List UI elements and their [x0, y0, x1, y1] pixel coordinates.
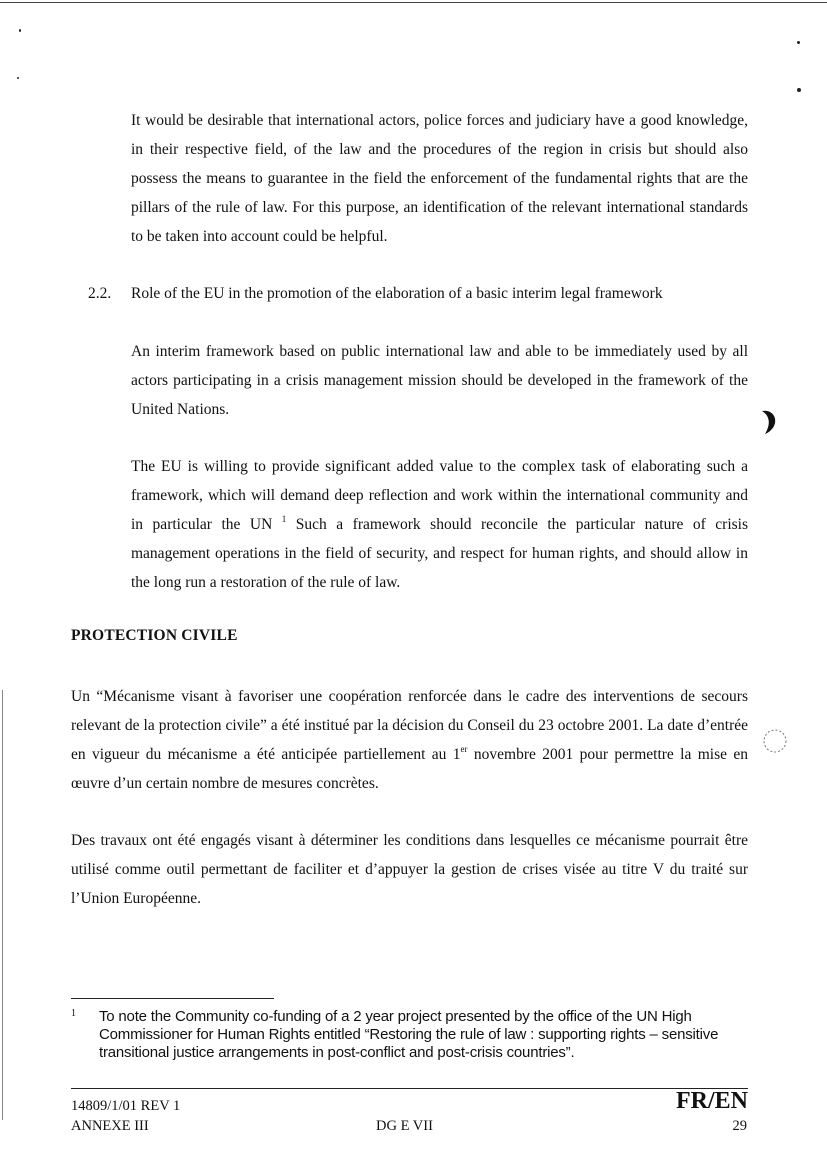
punch-hole-circle [762, 727, 792, 757]
paragraph-interim-framework: An interim framework based on public international law and able to be immediately used by all actors participating in a crisis management mission should be developed in the framework of the United Nations. [131, 343, 748, 418]
language-code: FR/EN [676, 1088, 748, 1114]
scan-speck [19, 29, 21, 32]
section-title: PROTECTION CIVILE [71, 627, 238, 644]
section-heading: Role of the EU in the promotion of the elaboration of a basic interim legal framework [131, 285, 663, 302]
scan-speck [17, 77, 19, 79]
scan-speck [797, 88, 801, 92]
paragraph-text-part: Un “Mécanisme visant à favoriser une coopération renforcée dans le cadre des interventions de secours relevant de la protection civile” a été institué par la décision du Conseil du 23 octobre 2001. La date d’entrée en vigueur du mécanisme a été anticipée partiellement au 1 [71, 688, 748, 763]
document-reference: 14809/1/01 REV 1 [71, 1098, 181, 1114]
page-number: 29 [732, 1118, 747, 1134]
footer-rule [71, 1088, 748, 1089]
paragraph-text-part: novembre 2001 pour permettre la mise en œuvre d’un certain nombre de mesures concrètes. [71, 746, 748, 792]
footnote-reference[interactable]: 1 [281, 514, 287, 524]
footnote-text: To note the Community co-funding of a 2 year project presented by the office of the UN High Commissioner for Human Rights entitled “Restoring the rule of law : supporting rights – sensitive transitional justice arrangements in post-conflict and post-crisis countries”. [99, 1008, 719, 1061]
ordinal-superscript: er [460, 744, 468, 754]
paragraph-text-part: Such a framework should reconcile the particular nature of crisis management operations in the field of security, and respect for human rights, and should allow in the long run a restoration of the rule of law. [131, 516, 749, 591]
scan-edge-line [2, 690, 3, 1120]
paragraph-eu-added-value [131, 452, 748, 597]
annex-label: ANNEXE III [71, 1118, 149, 1134]
paragraph-travaux: Des travaux ont été engagés visant à déterminer les conditions dans lesquelles ce mécanisme pourrait être utilisé comme outil permettant de faciliter et d’appuyer la gestion de crises visée au titre V du traité sur l’Union Européenne. [71, 832, 748, 907]
paragraph-desirable-knowledge: It would be desirable that international actors, police forces and judiciary have a good knowledge, in their respective field, of the law and the procedures of the region in crisis but should also possess the means to guarantee in the field the enforcement of the fundamental rights that are the pillars of the rule of law. For this purpose, an identification of the relevant international standards to be taken into account could be helpful. [131, 112, 748, 245]
directorate-label: DG E VII [376, 1118, 433, 1134]
scan-speck [797, 41, 800, 44]
section-number: 2.2. [88, 285, 112, 302]
footnote-separator [71, 998, 274, 999]
paragraph-text-part: The EU is willing to provide significant added value to the complex task of elaborating such a framework, which will demand deep reflection and work within the international community and in particular the UN [131, 458, 748, 533]
footnote-mark: 1 [71, 1008, 76, 1019]
paragraph-mecanisme [71, 682, 748, 798]
top-border-line [0, 2, 827, 3]
binder-hole-mark [758, 408, 782, 436]
